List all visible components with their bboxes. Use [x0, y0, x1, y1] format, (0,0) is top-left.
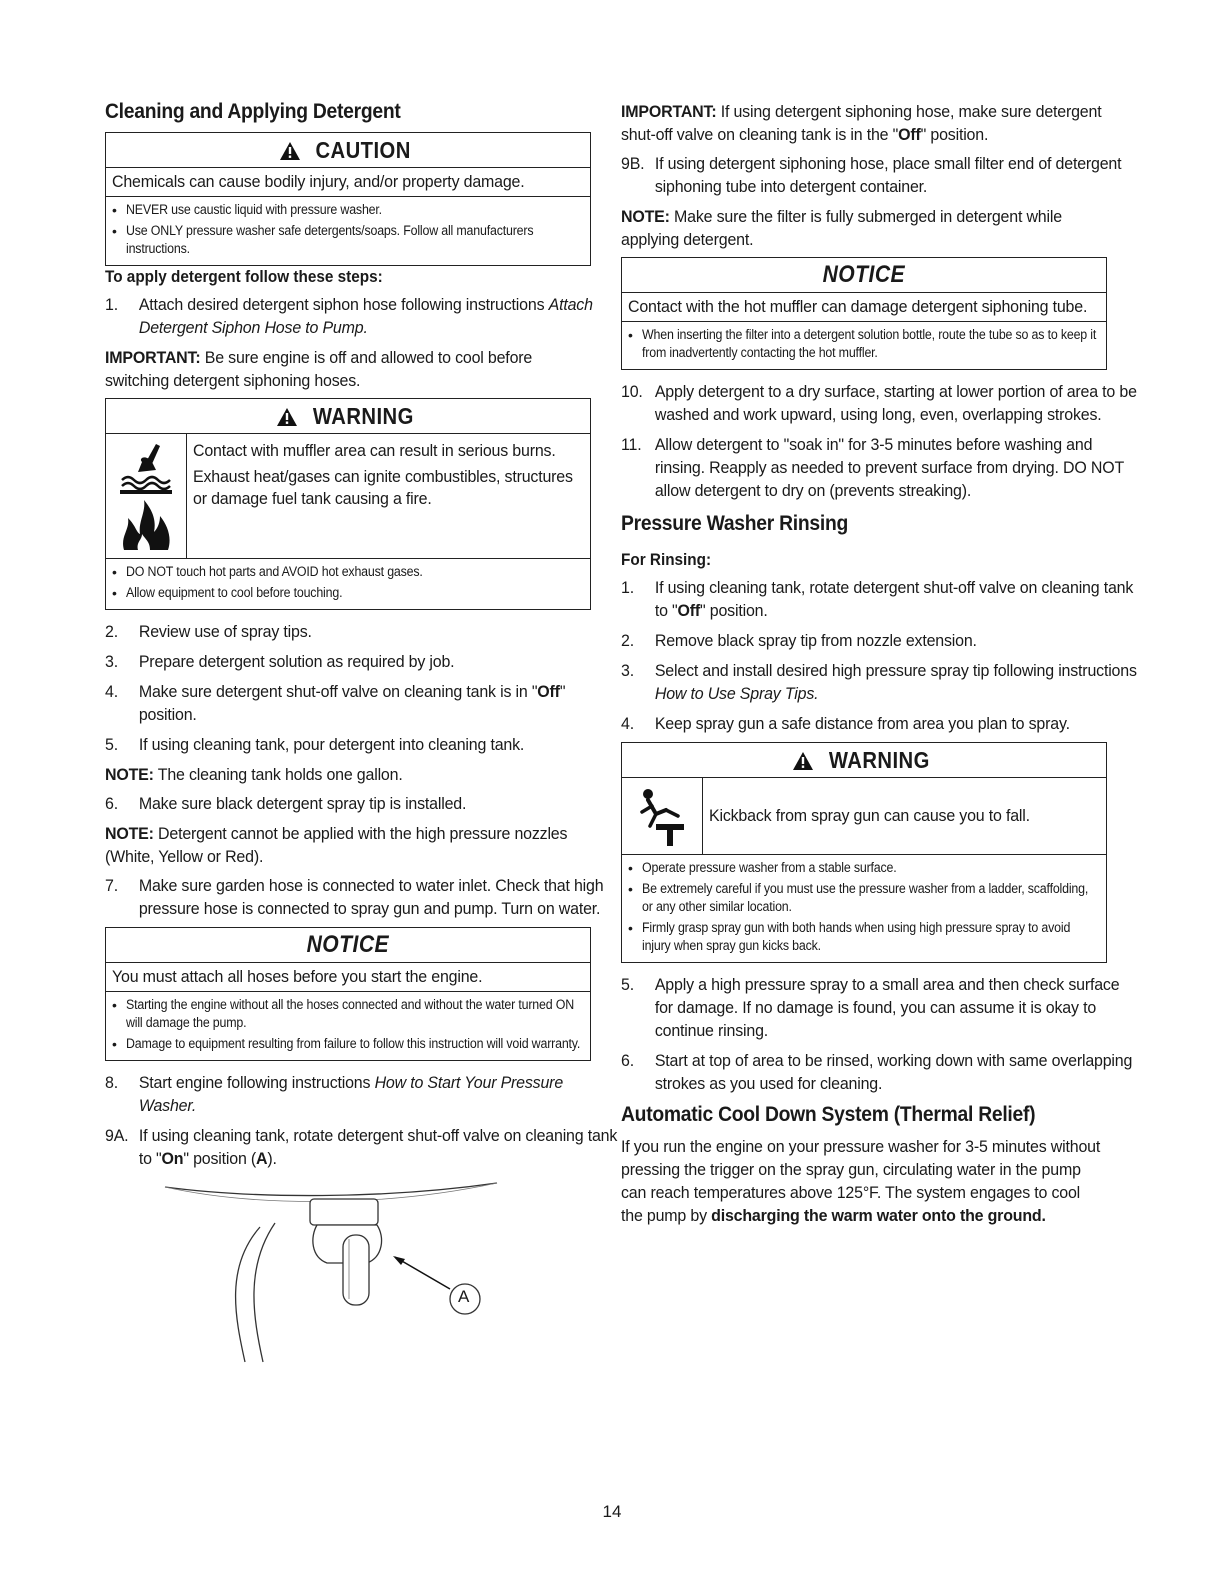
note-1: NOTE: The cleaning tank holds one gallon.	[105, 765, 403, 784]
step-9b: 9B. If using detergent siphoning hose, place small filter end of detergent siphoning tube into detergent container.	[621, 154, 1122, 196]
warning-bullet: • Allow equipment to cool before touching.	[112, 584, 584, 602]
steps-list-5	[105, 1071, 618, 1170]
important-note-1: IMPORTANT: Be sure engine is off and allowed to cool before switching detergent siphoning hoses.	[105, 348, 533, 390]
notice-header: NOTICE	[622, 258, 1106, 293]
alert-triangle-icon	[792, 751, 814, 771]
step-3: 3. Prepare detergent solution as required by job.	[105, 652, 455, 671]
falling-person-icon	[634, 786, 690, 846]
notice-box-muffler	[621, 257, 1107, 370]
steps-list-4	[105, 874, 604, 920]
section-title-rinsing: Pressure Washer Rinsing	[621, 512, 849, 535]
notice-bullets	[106, 992, 590, 1060]
left-column	[105, 100, 618, 1367]
rinse-step-6: 6. Start at top of area to be rinsed, working down with same overlapping strokes as you used for cleaning.	[621, 1051, 1133, 1093]
warning-content-row	[106, 434, 590, 559]
warning-bullet: • DO NOT touch hot parts and AVOID hot exhaust gases.	[112, 563, 584, 581]
notice-main-text: You must attach all hoses before you start the engine.	[106, 963, 590, 992]
rinse-step-3: 3. Select and install desired high pressure spray tip following instructions How to Use Spray Tips.	[621, 661, 1137, 703]
caution-box	[105, 132, 591, 266]
steps-list-r1	[621, 152, 1122, 198]
step-7: 7. Make sure garden hose is connected to water inlet. Check that high pressure hose is connected to spray gun and pump. Turn on water.	[105, 876, 604, 918]
warning-content-row	[622, 778, 1106, 855]
caution-bullet: • NEVER use caustic liquid with pressure washer.	[112, 201, 584, 219]
page-number: 14	[602, 1502, 622, 1521]
step-11: 11. Allow detergent to "soak in" for 3-5 minutes before washing and rinsing. Reapply as needed to prevent surface from drying. DO NOT allow detergent to dry on (prevents streaking).	[621, 435, 1124, 500]
alert-triangle-icon	[279, 141, 301, 161]
warning-bullets	[106, 559, 590, 609]
step-6: 6. Make sure black detergent spray tip is installed.	[105, 794, 467, 813]
warning-header: WARNING	[622, 743, 1106, 778]
fire-icon	[116, 496, 176, 552]
right-column	[621, 100, 1137, 1233]
warning-bullet: • Firmly grasp spray gun with both hands when using high pressure spray to avoid injury when spray gun kicks back.	[628, 919, 1100, 955]
step-2: 2. Review use of spray tips.	[105, 622, 312, 641]
rinse-step-1: 1. If using cleaning tank, rotate detergent shut-off valve on cleaning tank to "Off" position.	[621, 578, 1134, 620]
note-3: NOTE: Make sure the filter is fully submerged in detergent while applying detergent.	[621, 207, 1062, 249]
step-5: 5. If using cleaning tank, pour detergent into cleaning tank.	[105, 735, 525, 754]
warning-box-kickback	[621, 742, 1107, 963]
caution-main-text: Chemicals can cause bodily injury, and/or property damage.	[106, 168, 590, 197]
steps-list-rinse	[621, 576, 1137, 735]
notice-box-hoses	[105, 927, 591, 1061]
steps-list-3	[105, 792, 591, 815]
caution-bullets	[106, 197, 590, 265]
step-9a: 9A. If using cleaning tank, rotate detergent shut-off valve on cleaning tank to "On" position (A).	[105, 1126, 618, 1168]
valve-figure	[105, 1177, 591, 1367]
notice-bullet: • Damage to equipment resulting from failure to follow this instruction will void warranty.	[112, 1035, 584, 1053]
step-4: 4. Make sure detergent shut-off valve on cleaning tank is in "Off" position.	[105, 682, 566, 724]
warning-icons	[622, 778, 703, 854]
caution-bullet: • Use ONLY pressure washer safe detergents/soaps. Follow all manufacturers instructions.	[112, 222, 584, 258]
warning-text: Contact with muffler area can result in serious burns. Exhaust heat/gases can ignite combustibles, structures or damage fuel tank causing a fire.	[193, 441, 573, 508]
warning-bullets	[622, 855, 1106, 962]
warning-text: Kickback from spray gun can cause you to fall.	[709, 806, 1030, 825]
notice-header: NOTICE	[106, 928, 590, 963]
steps-list-rinse-2	[621, 973, 1133, 1095]
rinse-step-4: 4. Keep spray gun a safe distance from area you plan to spray.	[621, 714, 1070, 733]
notice-bullet: • When inserting the filter into a detergent solution bottle, route the tube so as to keep it from inadvertently contacting the hot muffler.	[628, 326, 1100, 362]
step-1: 1. Attach desired detergent siphon hose following instructions Attach Detergent Siphon Hose to Pump.	[105, 295, 593, 337]
important-note-2: IMPORTANT: If using detergent siphoning hose, make sure detergent shut-off valve on cleaning tank is in the "Off" position.	[621, 102, 1102, 144]
step-8: 8. Start engine following instructions How to Start Your Pressure Washer.	[105, 1073, 564, 1115]
step-10: 10. Apply detergent to a dry surface, starting at lower portion of area to be washed and work upward, using long, even, overlapping strokes.	[621, 382, 1137, 424]
rinse-step-5: 5. Apply a high pressure spray to a small area and then check surface for damage. If no damage is found, you can assume it is okay to continue rinsing.	[621, 975, 1120, 1040]
alert-triangle-icon	[276, 407, 298, 427]
hot-surface-icon	[116, 440, 176, 496]
warning-bullet: • Operate pressure washer from a stable surface.	[628, 859, 1100, 877]
steps-list-2	[105, 620, 591, 756]
section-title-cooldown: Automatic Cool Down System (Thermal Relief)	[621, 1103, 1036, 1126]
steps-list-1	[105, 293, 591, 339]
notice-bullet: • Starting the engine without all the hoses connected and without the water turned ON will damage the pump.	[112, 996, 584, 1032]
warning-icons	[106, 434, 187, 558]
warning-header: WARNING	[106, 399, 590, 434]
caution-header: CAUTION	[106, 133, 590, 168]
valve-illustration	[105, 1177, 591, 1367]
for-rinsing-heading: For Rinsing:	[621, 550, 712, 569]
notice-main-text: Contact with the hot muffler can damage detergent siphoning tube.	[622, 293, 1106, 322]
figure-label-a: A	[458, 1287, 470, 1306]
steps-heading: To apply detergent follow these steps:	[105, 267, 383, 286]
warning-box-muffler	[105, 398, 591, 610]
warning-bullet: • Be extremely careful if you must use the pressure washer from a ladder, scaffolding, or any other similar location.	[628, 880, 1100, 916]
cooldown-paragraph: If you run the engine on your pressure washer for 3-5 minutes without pressing the trigger on the spray gun, circulating water in the pump can reach temperatures above 125°F. The system engages to cool the pump by discharging the warm water onto the ground.	[621, 1137, 1101, 1225]
rinse-step-2: 2. Remove black spray tip from nozzle extension.	[621, 631, 977, 650]
note-2: NOTE: Detergent cannot be applied with the high pressure nozzles (White, Yellow or Red).	[105, 824, 568, 866]
steps-list-r2	[621, 380, 1137, 502]
notice-bullets	[622, 322, 1106, 369]
section-title-cleaning: Cleaning and Applying Detergent	[105, 100, 401, 123]
